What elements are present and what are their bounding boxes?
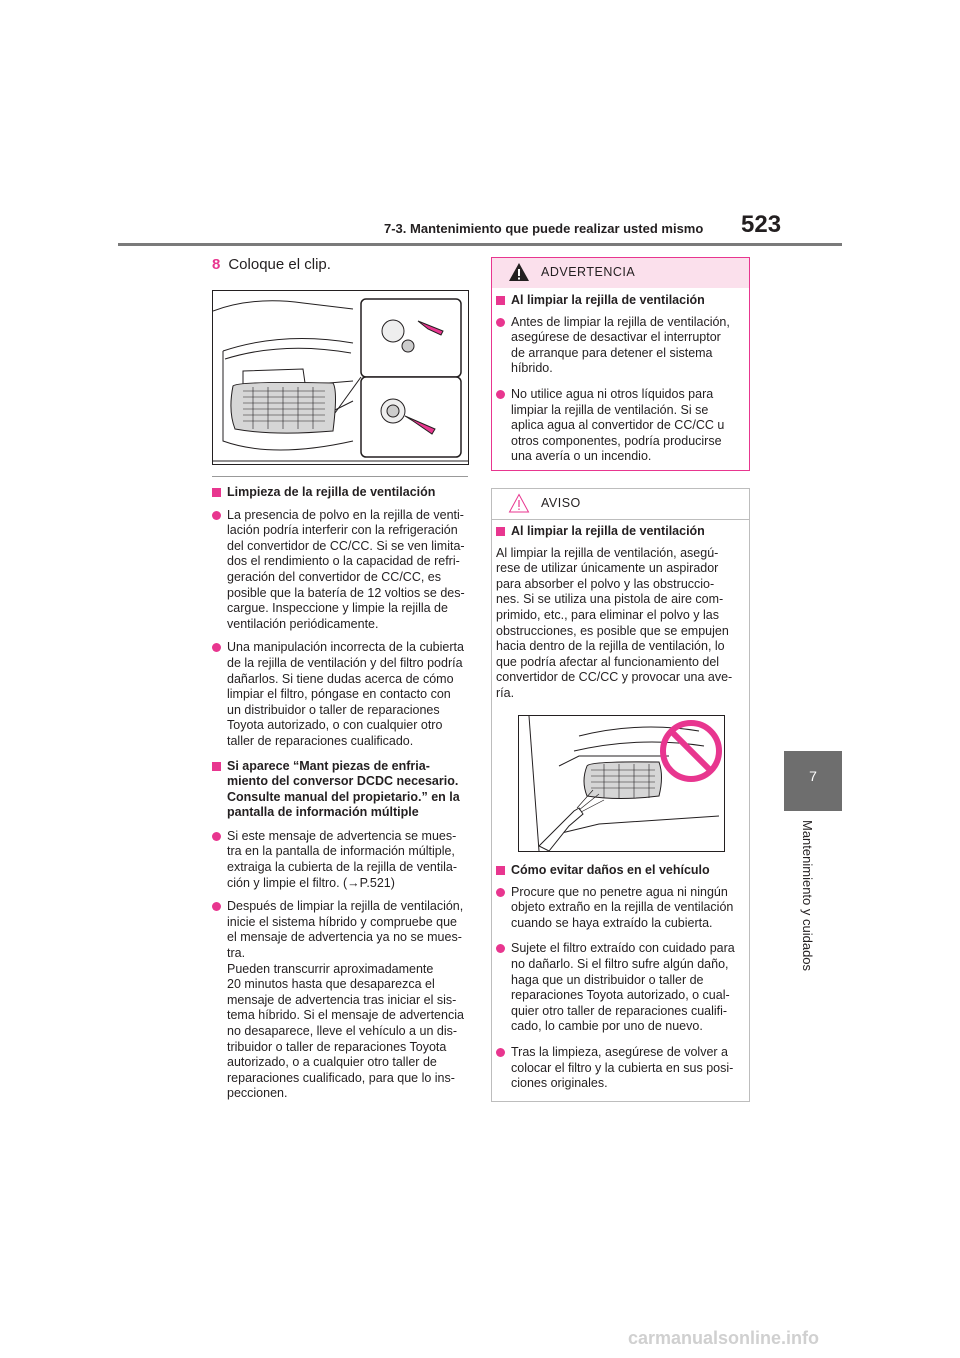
message-bullet-1: Si este mensaje de advertencia se mues- tra en la pantalla de información múltiple, extraiga la cubierta de la rejilla de ventila- ción y limpie el filtro. (→P.521) xyxy=(212,829,468,891)
page-number: 523 xyxy=(741,211,782,238)
warning-text xyxy=(496,293,741,465)
header-rule xyxy=(118,243,842,246)
cleaning-bullet-1: La presencia de polvo en la rejilla de venti- lación podría interferir con la refrigeración del convertidor de CC/CC. Si se ven limita- dos el rendimiento o la capacidad de refri- geración del convertidor de CC/CC, es posible que la batería de 12 voltios se des- cargue. Inspeccione y limpie la rejilla de ventilación periódicamente. xyxy=(212,508,468,633)
step-text: Coloque el clip. xyxy=(228,256,331,273)
notice-heading-2: Cómo evitar daños en el vehículo xyxy=(496,863,743,879)
step-number: 8 xyxy=(212,256,221,273)
notice-box xyxy=(491,488,750,1102)
chapter-number: 7 xyxy=(809,768,817,784)
notice-text-bottom xyxy=(496,863,743,1092)
warning-triangle-icon xyxy=(508,262,530,282)
notice-title: AVISO xyxy=(541,496,581,510)
notice-bullet-3: Tras la limpieza, asegúrese de volver a colocar el filtro y la cubierta en sus posi- ciones originales. xyxy=(496,1045,743,1092)
left-text-column xyxy=(212,485,468,1102)
notice-paragraph: Al limpiar la rejilla de ventilación, asegú- rese de utilizar únicamente un aspirador para absorber el polvo y las obstruccio- nes. Si se utiliza una pistola de aire com- primido, etc., para eliminar el polvo y las obstrucciones, es posible que se empujen hacia dentro de la rejilla de ventilación, lo que podría afectar al funcionamiento del convertidor de CC/CC y provocar una ave- ría. xyxy=(496,545,733,700)
notice-bullet-1: Procure que no penetre agua ni ningún objeto extraño en la rejilla de ventilación cuando se haya extraído la cubierta. xyxy=(496,885,743,932)
clip-installation-figure xyxy=(212,290,469,465)
warning-bullet-1: Antes de limpiar la rejilla de ventilación, asegúrese de desactivar el interruptor de arranque para detener el sistema híbrido. xyxy=(496,315,741,377)
caution-triangle-icon xyxy=(508,493,530,513)
warning-title: ADVERTENCIA xyxy=(541,265,636,279)
notice-heading-1: Al limpiar la rejilla de ventilación xyxy=(496,524,743,540)
warning-box xyxy=(491,257,750,471)
cleaning-bullet-2: Una manipulación incorrecta de la cubierta de la rejilla de ventilación y del filtro podría dañarlos. Si tiene dudas acerca de cómo limpiar el filtro, póngase en contacto con un distribuidor o taller de reparaciones Toyota autorizado, o con cualquier otro taller de reparaciones cualificado. xyxy=(212,640,468,749)
section-heading-message: Si aparece “Mant piezas de enfria- miento del conversor DCDC necesario. Consulte manual del propietario.” en la pantalla de información múltiple xyxy=(212,759,468,821)
warning-heading: Al limpiar la rejilla de ventilación xyxy=(496,293,741,309)
step-8 xyxy=(212,256,331,273)
warning-header xyxy=(492,258,749,288)
section-title: 7-3. Mantenimiento que puede realizar usted mismo xyxy=(384,221,704,236)
no-compressed-air-figure xyxy=(518,715,725,852)
warning-bullet-2: No utilice agua ni otros líquidos para limpiar la rejilla de ventilación. Si se aplica agua al convertidor de CC/CC u otros componentes, podría producirse una avería o un incendio. xyxy=(496,387,741,465)
prohibited-air-gun-illustration xyxy=(519,716,724,851)
notice-bullet-2: Sujete el filtro extraído con cuidado para no dañarlo. Si el filtro sufre algún daño, haga que un distribuidor o taller de reparaciones Toyota autorizado, o cual- quier otro taller de reparaciones cualifi- cado, lo cambie por uno de nuevo. xyxy=(496,941,743,1035)
notice-text-top xyxy=(496,524,743,702)
clip-illustration xyxy=(213,291,468,464)
section-heading-cleaning: Limpieza de la rejilla de ventilación xyxy=(212,485,468,501)
divider xyxy=(212,476,468,477)
message-bullet-2: Después de limpiar la rejilla de ventilación, inicie el sistema híbrido y compruebe que el mensaje de advertencia ya no se mues- tra. Pueden transcurrir aproximadamente 20 minutos hasta que desaparezca el mensaje de advertencia tras iniciar el sis- tema híbrido. Si el mensaje de advertencia no desaparece, lleve el vehículo a un dis- tribuidor o taller de reparaciones Toyota autorizado, o a cualquier otro taller de reparaciones cualificado, para que lo ins- peccionen. xyxy=(212,899,468,1102)
watermark: carmanualsonline.info xyxy=(628,1328,820,1348)
notice-header xyxy=(492,489,749,520)
chapter-label: Mantenimiento y cuidados xyxy=(800,820,815,972)
